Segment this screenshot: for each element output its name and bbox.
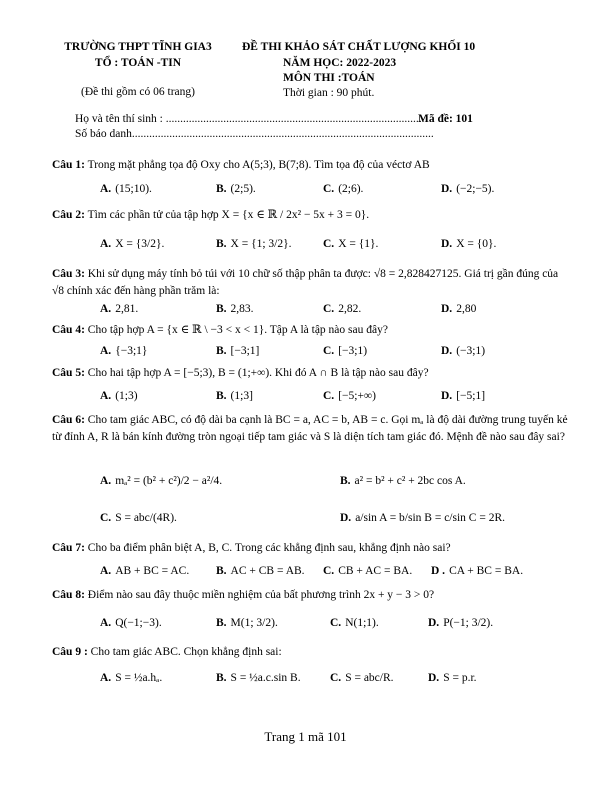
option-letter: C. [100, 512, 112, 524]
question-label: Câu 8: [52, 589, 85, 601]
subject: MÔN THI :TOÁN [283, 72, 375, 84]
option-letter: C. [323, 238, 335, 250]
option-a [100, 672, 162, 684]
option-letter: D. [441, 345, 453, 357]
option-letter: A. [100, 617, 112, 629]
option-text: X = {0}. [456, 238, 497, 250]
question-text: Trong mặt phẳng tọa độ Oxy cho A(5;3), B(7;8). Tìm tọa độ của véctơ AB [87, 159, 430, 171]
option-a [100, 238, 164, 250]
option-letter: B. [216, 672, 227, 684]
question-1 [52, 159, 430, 171]
question-text: Cho hai tập hợp A = [−5;3), B = (1;+∞). Khi đó A ∩ B là tập nào sau đây? [87, 367, 429, 379]
question-text: Tìm các phần tử của tập hợp X = {x ∈ ℝ / 2x² − 5x + 3 = 0}. [87, 209, 370, 221]
option-letter: B. [216, 345, 227, 357]
option-letter: B. [216, 565, 227, 577]
duration: Thời gian : 90 phút. [283, 87, 375, 99]
option-letter: A. [100, 390, 112, 402]
option-a [100, 565, 189, 577]
option-text: (−2;−5). [456, 183, 495, 195]
option-c [323, 238, 378, 250]
option-letter: D. [441, 390, 453, 402]
option-text: [−5;1] [456, 390, 486, 402]
option-text: X = {1}. [338, 238, 379, 250]
question-6 [52, 412, 572, 446]
school-year: NĂM HỌC: 2022-2023 [283, 57, 397, 69]
exam-code: Mã đề: 101 [418, 113, 473, 125]
option-letter: B. [216, 238, 227, 250]
option-text: (1;3) [115, 390, 138, 402]
option-b [216, 672, 301, 684]
option-text: S = ½a.hₐ. [115, 672, 163, 684]
question-label: Câu 1: [52, 159, 85, 171]
option-letter: C. [323, 183, 335, 195]
option-text: mₐ² = (b² + c²)/2 − a²/4. [115, 475, 223, 487]
option-letter: C. [323, 390, 335, 402]
option-b [216, 390, 253, 402]
question-text: Cho tam giác ABC. Chọn khẳng định sai: [90, 646, 282, 658]
option-text: S = abc/(4R). [115, 512, 177, 524]
option-letter: C. [330, 617, 342, 629]
option-a [100, 390, 138, 402]
page-count-note: (Đề thi gồm có 06 trang) [80, 86, 195, 98]
option-text: X = {1; 3/2}. [230, 238, 292, 250]
option-c [323, 390, 376, 402]
student-id-line: Số báo danh......................................................................................................... [75, 128, 434, 140]
question-8 [52, 589, 434, 601]
option-letter: C. [323, 565, 335, 577]
option-text: (2;6). [338, 183, 364, 195]
option-text: (−3;1) [456, 345, 486, 357]
option-c [323, 565, 412, 577]
question-label: Câu 3: [52, 268, 85, 280]
question-4 [52, 322, 388, 336]
option-letter: A. [100, 303, 112, 315]
option-d [441, 390, 485, 402]
option-d [431, 565, 523, 577]
question-label: Câu 9 : [52, 646, 88, 658]
option-text: a/sin A = b/sin B = c/sin C = 2R. [355, 512, 505, 524]
option-text: [−5;+∞) [338, 390, 376, 402]
exam-title: ĐỀ THI KHẢO SÁT CHẤT LƯỢNG KHỐI 10 [242, 41, 476, 53]
option-b [216, 303, 254, 315]
option-c [330, 617, 379, 629]
page-footer: Trang 1 mã 101 [264, 729, 347, 744]
student-name-line: Họ và tên thí sinh : .......................................................................................... [75, 113, 425, 125]
option-c [323, 345, 367, 357]
option-text: N(1;1). [345, 617, 379, 629]
question-label: Câu 6: [52, 414, 85, 426]
question-text: Cho tập hợp A = {x ∈ ℝ \ −3 < x < 1}. Tập A là tập nào sau đây? [87, 324, 388, 336]
option-text: 2,81. [115, 303, 139, 315]
option-text: X = {3/2}. [115, 238, 165, 250]
option-d [340, 512, 505, 524]
option-text: [−3;1] [230, 345, 260, 357]
question-text: Cho tam giác ABC, có độ dài ba cạnh là BC = a, AC = b, AB = c. Gọi mₐ là độ dài đường trung tuyến kẻ từ đỉnh A, R là bán kính đường tròn ngoại tiếp tam giác và S là diện tích tam giác đó. Mệnh đề nào sau đây sai? [52, 414, 568, 443]
option-letter: B. [340, 475, 351, 487]
option-text: P(−1; 3/2). [443, 617, 494, 629]
option-text: AB + BC = AC. [115, 565, 190, 577]
option-letter: A. [100, 672, 112, 684]
department-name: TỔ : TOÁN -TIN [94, 57, 182, 69]
question-text: Khi sử dụng máy tính bỏ túi với 10 chữ số thập phân ta được: √8 = 2,828427125. Giá trị gần đúng của √8 chính xác đến hàng phần trăm là: [52, 268, 559, 297]
option-text: 2,83. [230, 303, 254, 315]
option-letter: D. [428, 672, 440, 684]
option-letter: C. [323, 345, 335, 357]
question-2 [52, 207, 369, 221]
option-text: Q(−1;−3). [115, 617, 162, 629]
question-5 [52, 367, 429, 379]
option-letter: A. [100, 345, 112, 357]
option-a [100, 303, 138, 315]
option-d [441, 303, 476, 315]
option-letter: D. [340, 512, 352, 524]
option-text: 2,80 [456, 303, 477, 315]
option-letter: D. [441, 303, 453, 315]
option-letter: A. [100, 183, 112, 195]
option-text: [−3;1) [338, 345, 368, 357]
question-label: Câu 4: [52, 324, 85, 336]
question-3 [52, 266, 572, 300]
option-d [441, 238, 496, 250]
option-text: CA + BC = BA. [449, 565, 524, 577]
option-text: a² = b² + c² + 2bc cos A. [354, 475, 466, 487]
option-a [100, 183, 152, 195]
option-b [216, 565, 305, 577]
option-letter: B. [216, 617, 227, 629]
option-c [323, 183, 363, 195]
option-text: (2;5). [230, 183, 256, 195]
question-text: Điểm nào sau đây thuộc miền nghiệm của bất phương trình 2x + y − 3 > 0? [87, 589, 435, 601]
option-a [100, 345, 147, 357]
option-a [100, 475, 222, 487]
question-7 [52, 542, 451, 554]
option-text: S = ½a.c.sin B. [230, 672, 301, 684]
option-d [428, 617, 493, 629]
question-label: Câu 2: [52, 209, 85, 221]
option-c [330, 672, 394, 684]
option-letter: D . [431, 565, 446, 577]
option-letter: D. [441, 183, 453, 195]
option-letter: A. [100, 565, 112, 577]
option-d [441, 183, 494, 195]
question-9 [52, 646, 282, 658]
option-letter: B. [216, 390, 227, 402]
question-label: Câu 7: [52, 542, 85, 554]
option-c [100, 512, 177, 524]
option-b [340, 475, 466, 487]
option-text: CB + AC = BA. [338, 565, 413, 577]
option-b [216, 183, 256, 195]
option-text: S = p.r. [443, 672, 477, 684]
question-text: Cho ba điểm phân biệt A, B, C. Trong các khẳng định sau, khẳng định nào sai? [87, 542, 451, 554]
option-text: M(1; 3/2). [230, 617, 278, 629]
option-text: S = abc/R. [345, 672, 394, 684]
option-letter: D. [441, 238, 453, 250]
option-a [100, 617, 162, 629]
option-b [216, 617, 278, 629]
option-letter: A. [100, 238, 112, 250]
option-letter: B. [216, 183, 227, 195]
option-letter: C. [323, 303, 335, 315]
option-letter: A. [100, 475, 112, 487]
school-name: TRƯỜNG THPT TĨNH GIA3 [64, 41, 212, 53]
option-d [428, 672, 477, 684]
option-b [216, 238, 292, 250]
option-text: AC + CB = AB. [230, 565, 305, 577]
option-letter: B. [216, 303, 227, 315]
option-letter: D. [428, 617, 440, 629]
option-text: (1;3] [230, 390, 253, 402]
option-letter: C. [330, 672, 342, 684]
option-b [216, 345, 259, 357]
option-text: (15;10). [115, 183, 152, 195]
question-label: Câu 5: [52, 367, 85, 379]
option-text: {−3;1} [115, 345, 148, 357]
option-d [441, 345, 485, 357]
option-text: 2,82. [338, 303, 362, 315]
option-c [323, 303, 361, 315]
